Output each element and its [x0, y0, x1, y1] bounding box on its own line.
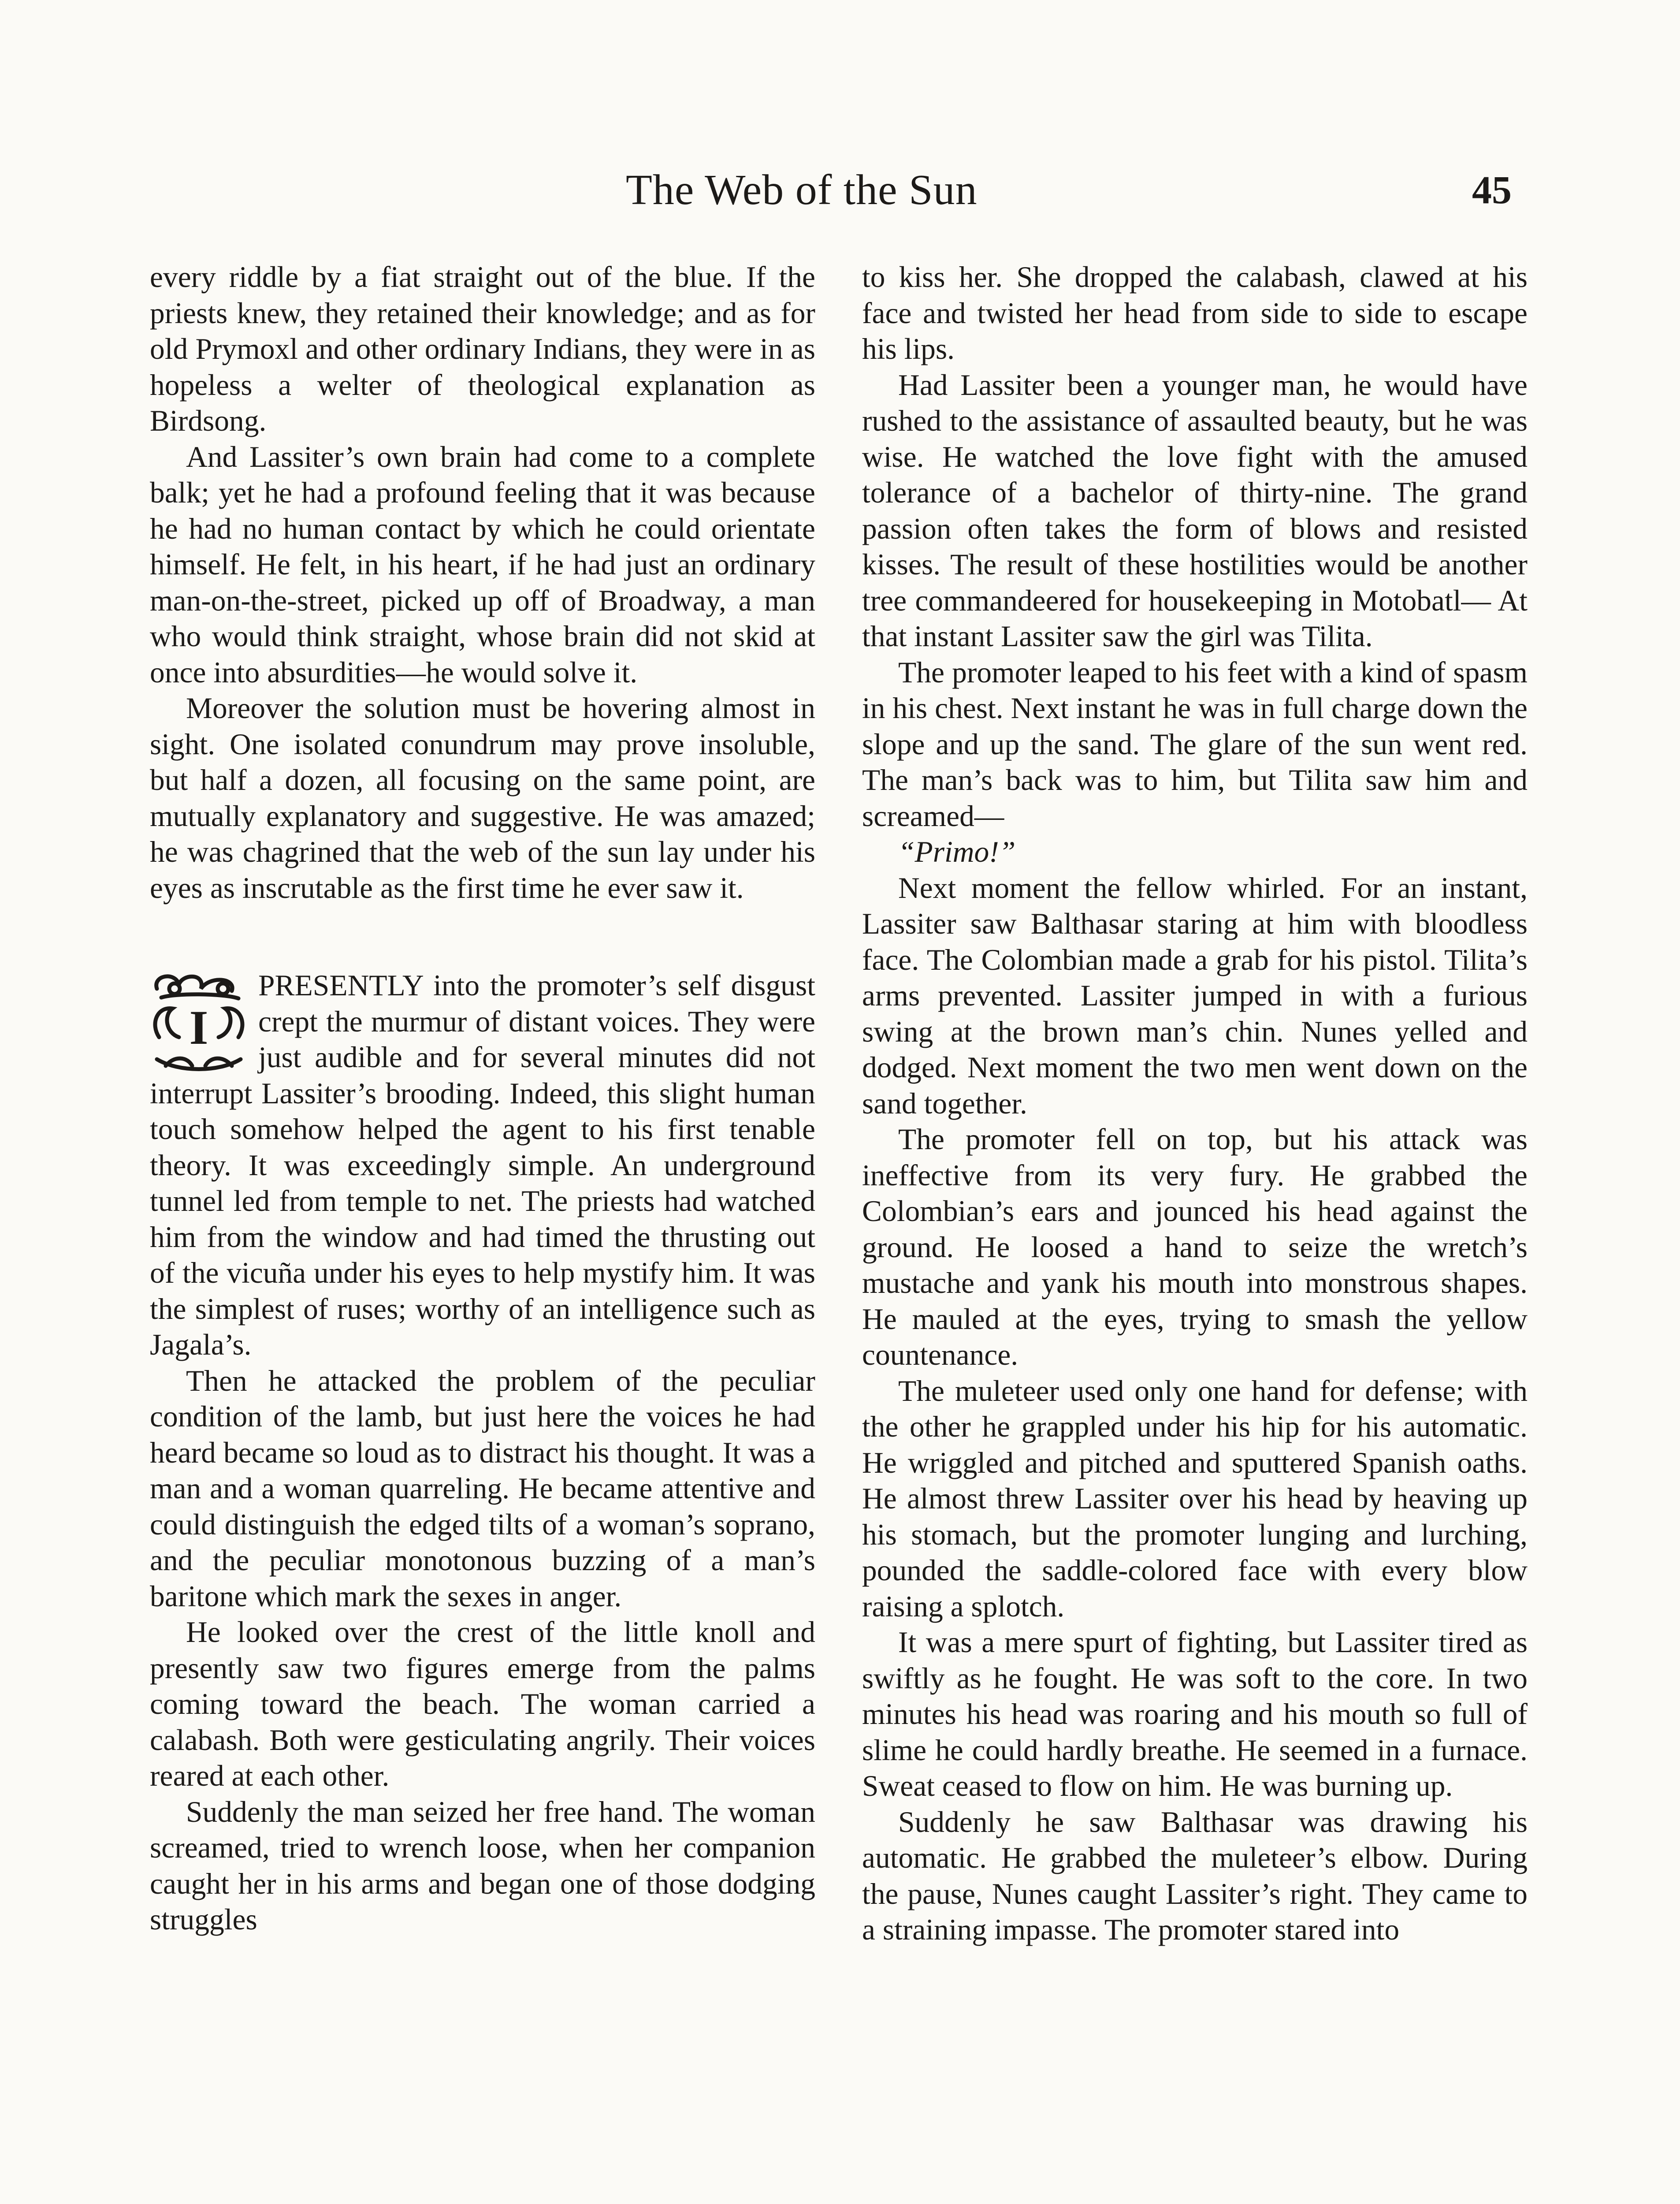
left-column — [150, 259, 815, 1938]
running-title: The Web of the Sun — [626, 166, 978, 214]
paragraph: And Lassiter’s own brain had come to a complete balk; yet he had a profound feeling that it was because he had no human contact by which he could orientate himself. He felt, in his heart, if he had just an ordinary man-on-the-street, picked up off of Broadway, a man who would think straight, whose brain did not skid at once into absurdities—he would solve it. — [150, 440, 815, 689]
paragraph: Then he attacked the problem of the peculiar condition of the lamb, but just here the voices he had heard became so loud as to distract his thought. It was a man and a woman quarreling. He became attentive and could distinguish the edged tilts of a woman’s soprano, and the peculiar monotonous buzzing of a man’s baritone which mark the sexes in anger. — [150, 1364, 815, 1613]
ornate-dropcap-icon — [148, 971, 249, 1073]
paragraph: The muleteer used only one hand for defense; with the other he grappled under his hip for his automatic. He wriggled and pitched and sputtered Spanish oaths. He almost threw Lassiter over his head by heaving up his stomach, but the promoter lunging and lurching, pounded the saddle-colored face with every blow raising a splotch. — [862, 1374, 1528, 1623]
paragraph: to kiss her. She dropped the calabash, clawed at his face and twisted her head from side to side to escape his lips. — [862, 261, 1528, 365]
paragraph: The promoter leaped to his feet with a kind of spasm in his chest. Next instant he was in full charge down the slope and up the sand. The glare of the sun went red. The man’s back was to him, but Tilita saw him and screamed— — [862, 655, 1528, 833]
right-column — [862, 259, 1528, 1948]
page-header — [0, 0, 1680, 247]
paragraph: It was a mere spurt of fighting, but Lassiter tired as swiftly as he fought. He was soft to the core. In two minutes his head was roaring and his mouth so full of slime he could hardly breathe. He seemed in a furnace. Sweat ceased to flow on him. He was burning up. — [862, 1626, 1528, 1802]
paragraph: Had Lassiter been a younger man, he would have rushed to the assistance of assaulted beauty, but he was wise. He watched the love fight with the amused tolerance of a bachelor of thirty-nine. The grand passion often takes the form of blows and resisted kisses. The result of these hostilities would be another tree commandeered for housekeeping in Motobatl— At that instant Lassiter saw the girl was Tilita. — [862, 368, 1528, 653]
paragraph-text: into the promoter’s self disgust crept the murmur of distant voices. They were just audible and for several minutes did not interrupt Lassiter’s brooding. Indeed, this slight human touch somehow helped the agent to his first tenable theory. It was exceedingly simple. An underground tunnel led from temple to net. The priests had watched him from the window and had timed the thrusting out of the vicuña under his eyes to help mystify him. It was the simplest of ruses; worthy of an intelligence such as Jagala’s. — [150, 969, 815, 1361]
section-opening-paragraph — [150, 968, 815, 1363]
exclamation-paragraph — [862, 834, 1528, 870]
paragraph: Next moment the fellow whirled. For an instant, Lassiter saw Balthasar staring at him with bloodless face. The Colombian made a grab for his pistol. Tilita’s arms prevented. Lassiter jumped in with a furious swing at the brown man’s chin. Nunes yelled and dodged. Next moment the two men went down on the sand together. — [862, 871, 1528, 1120]
paragraph: The promoter fell on top, but his attack was ineffective from its very fury. He grabbed the Colombian’s ears and jounced his head against the ground. He loosed a hand to seize the wretch’s mustache and yank his mouth into monstrous shapes. He mauled at the eyes, trying to smash the yellow countenance. — [862, 1123, 1528, 1371]
page-number: 45 — [1472, 168, 1512, 212]
paragraph: Suddenly he saw Balthasar was drawing his automatic. He grabbed the muleteer’s elbow. During the pause, Nunes caught Lassiter’s right. They came to a straining impasse. The promoter stared into — [862, 1805, 1528, 1946]
paragraph: Suddenly the man seized her free hand. The woman screamed, tried to wrench loose, when her companion caught her in his arms and began one of those dodging struggles — [150, 1795, 815, 1936]
section-lead-word: PRESENTLY — [258, 969, 423, 1002]
dropcap-letter: I — [189, 1001, 208, 1054]
paragraph: every riddle by a fiat straight out of the blue. If the priests knew, they retained their knowledge; and as for old Prymoxl and other ordinary Indians, they were in as hopeless a welter of theological explanation as Birdsong. — [150, 261, 815, 437]
exclamation-text: “Primo!” — [898, 835, 1016, 868]
paragraph: He looked over the crest of the little knoll and presently saw two figures emerge from the palms coming toward the beach. The woman carried a calabash. Both were gesticulating angrily. Their voices reared at each other. — [150, 1616, 815, 1792]
paragraph: Moreover the solution must be hovering almost in sight. One isolated conundrum may prove insoluble, but half a dozen, all focusing on the same point, are mutually explanatory and suggestive. He was amazed; he was chagrined that the web of the sun lay under his eyes as inscrutable as the first time he ever saw it. — [150, 692, 815, 905]
